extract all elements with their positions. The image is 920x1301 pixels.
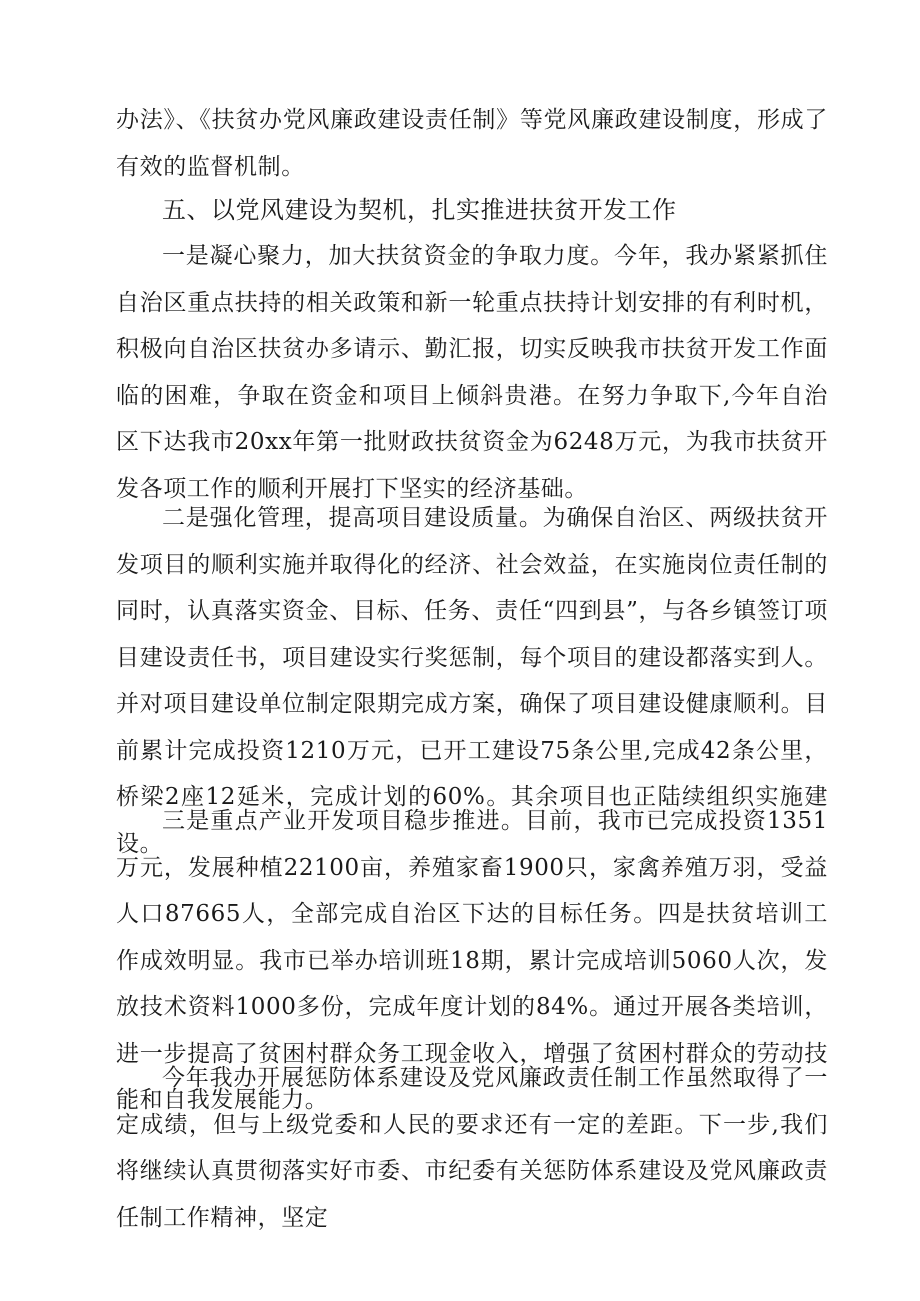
- section-heading: 五、以党风建设为契机，扎实推进扶贫开发工作: [162, 196, 677, 224]
- paragraph-text: 三是重点产业开发项目稳步推进。目前，我市已完成投资1351万元，发展种植22100亩，养殖家畜1900只，家禽养殖万羽，受益人口87665人，全部完成自治区下达的目标任务。四是扶贫培训工作成效明显。我市已举办培训班18期，累计完成培训5060人次，发放技术资料1000多份，完成年度计划的84%。通过开展各类培训，进一步提高了贫困村群众务工现金收入，增强了贫困村群众的劳动技能和自我发展能力。: [116, 808, 828, 1113]
- paragraph-text: 今年我办开展惩防体系建设及党风廉政责任制工作虽然取得了一定成绩，但与上级党委和人民的要求还有一定的差距。下一步,我们将继续认真贯彻落实好市委、市纪委有关惩防体系建设及党风廉政责任制工作精神，坚定: [116, 1065, 828, 1231]
- body-paragraph-4: [116, 1055, 828, 1241]
- body-paragraph-1: [116, 233, 828, 512]
- paragraph-text: 二是强化管理，提高项目建设质量。为确保自治区、两级扶贫开发项目的顺利实施并取得化的经济、社会效益，在实施岗位责任制的同时，认真落实资金、目标、任务、责任“四到县”，与各乡镇签订项目建设责任书，项目建设实行奖惩制，每个项目的建设都落实到人。并对项目建设单位制定限期完成方案，确保了项目建设健康顺利。目前累计完成投资1210万元，已开工建设75条公里,完成42条公里，桥梁2座12延米，完成计划的60%。其余项目也正陆续组织实施建设。: [116, 505, 828, 857]
- paragraph-text: 办法》、《扶贫办党风廉政建设责任制》等党风廉政建设制度，形成了有效的监督机制。: [116, 107, 828, 180]
- continuation-paragraph: [116, 97, 828, 190]
- paragraph-text: 一是凝心聚力，加大扶贫资金的争取力度。今年，我办紧紧抓住自治区重点扶持的相关政策和新一轮重点扶持计划安排的有利时机，积极向自治区扶贫办多请示、勤汇报，切实反映我市扶贫开发工作面临的困难，争取在资金和项目上倾斜贵港。在努力争取下,今年自治区下达我市20xx年第一批财政扶贫资金为6248万元，为我市扶贫开发各项工作的顺利开展打下坚实的经济基础。: [116, 243, 828, 502]
